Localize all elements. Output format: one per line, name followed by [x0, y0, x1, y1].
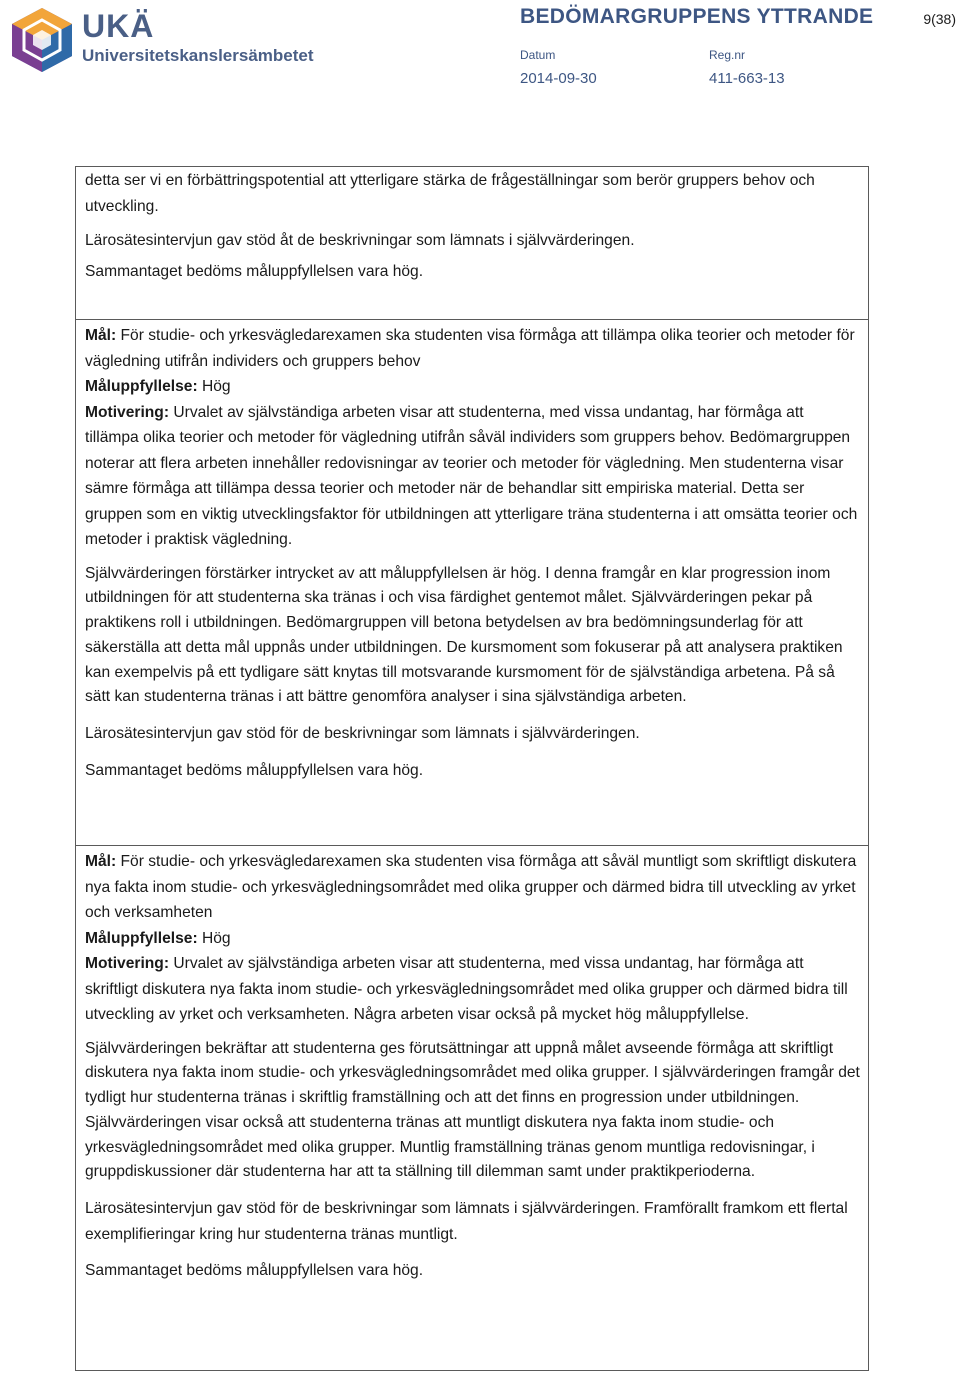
uka-logo-mark-icon	[10, 6, 74, 74]
goal-section-theories	[85, 323, 860, 783]
fulfilment-label: Måluppfyllelse:	[85, 929, 198, 947]
paragraph: Lärosätesintervjun gav stöd för de beskrivningar som lämnats i självvärderingen. Framförallt framkom ett flertal exemplifieringar kring hur studenterna tränas muntligt.	[85, 1200, 848, 1243]
section-divider	[75, 319, 869, 320]
fulfilment-level	[85, 926, 860, 952]
motivation-text: Urvalet av självständiga arbeten visar att studenterna, med vissa undantag, har förmåga att tillämpa olika teorier och metoder för vägledning utifrån såväl individers som gruppers behov. Bedömargruppen noterar att flera arbeten innehåller redovisningar av teorier och metoder för vägledning. Men studenterna visar sämre förmåga att tillämpa dessa teorier och metoder när de behandlar sitt empiriska material. Detta ser gruppen som en viktig utvecklingsfaktor för utbildningen att ytterligare träna studenterna i att omsätta teorier och metoder i praktisk vägledning.	[85, 403, 858, 548]
motivation-label: Motivering:	[85, 955, 170, 972]
paragraph: Självvärderingen förstärker intrycket av att måluppfyllelsen är hög. I denna framgår en klar progression inom utbildningen för att studenterna ska tränas i och visa färdighet gentemot målet. Självvärderingen pekar på praktikens roll i utbildningen. Bedömargruppen vill betona betydelsen av bra bedömningsunderlag för att säkerställa att detta mål uppnås under utbildningen. De kursmoment som fokuserar på att analysera praktiken kan exempelvis på ett tydligare sätt knytas till motsvarande kursmoment för de självständiga arbetena. På så sätt kan studenterna tränas i att bättre genomföra analyser i sina självständiga arbeten.	[85, 564, 843, 706]
logo-subtitle: Universitetskanslersämbetet	[82, 46, 314, 65]
paragraph: Lärosätesintervjun gav stöd för de beskrivningar som lämnats i självvärderingen.	[85, 725, 640, 743]
fulfilment-label: Måluppfyllelse:	[85, 378, 198, 395]
fulfilment-level	[85, 374, 860, 400]
motivation	[85, 400, 860, 553]
paragraph: Sammantaget bedöms måluppfyllelsen vara hög.	[85, 262, 424, 280]
goal-section-discussion	[85, 849, 860, 1284]
goal-label: Mål:	[85, 853, 117, 870]
date-label: Datum	[520, 48, 556, 62]
motivation-label: Motivering:	[85, 403, 170, 421]
date-value: 2014-09-30	[520, 70, 597, 87]
section-divider	[75, 845, 869, 846]
uka-logo	[10, 6, 314, 76]
motivation	[85, 951, 860, 1028]
reg-label: Reg.nr	[709, 48, 746, 62]
paragraph: Sammantaget bedöms måluppfyllelsen vara hög.	[85, 1262, 424, 1280]
goal-label: Mål:	[85, 327, 117, 344]
paragraph: Självvärderingen bekräftar att studenterna ges förutsättningar att uppnå målet avseende förmåga att skriftligt diskutera nya fakta inom studie- och yrkesvägledningsområdet med olika grupper. I självvärderingen framgår det tydligt hur studenterna tränas i skriftlig framställning och att det finns en progression under utbildningen. Självvärderingen visar också att studenterna tränas att muntligt diskutera nya fakta inom studie- och yrkesvägledningsområdet med olika grupper. Muntlig framställning tränas genom muntliga redovisningar, i gruppdiskussioner där studenterna har att ta ställning till dilemman samt under praktikperioderna.	[85, 1039, 860, 1181]
reg-value: 411-663-13	[709, 70, 785, 87]
motivation-text: Urvalet av självständiga arbeten visar att studenterna, med vissa undantag, har förmåga att skriftligt diskutera nya fakta inom studie- och yrkesvägledningsområdet med olika grupper och därmed bidra till utveckling av yrket och verksamheten. Några arbeten visar också på mycket hög måluppfyllelse.	[85, 955, 848, 1023]
page-number: 9(38)	[923, 11, 956, 27]
fulfilment-value: Hög	[197, 929, 231, 947]
paragraph: detta ser vi en förbättringspotential att ytterligare stärka de frågeställningar som berör gruppers behov och utveckling.	[85, 172, 815, 215]
paragraph: Lärosätesintervjun gav stöd åt de beskrivningar som lämnats i självvärderingen.	[85, 232, 635, 249]
goal-statement	[85, 323, 860, 374]
fulfilment-value: Hög	[197, 378, 231, 395]
paragraph: Sammantaget bedöms måluppfyllelsen vara hög.	[85, 761, 424, 779]
goal-text: För studie- och yrkesvägledarexamen ska studenten visa förmåga att tillämpa olika teorier och metoder för vägledning utifrån individers och gruppers behov	[85, 327, 855, 370]
goal-statement	[85, 849, 860, 926]
section-continued	[85, 168, 860, 284]
logo-wordmark: UKÄ	[82, 8, 155, 44]
goal-text: För studie- och yrkesvägledarexamen ska studenten visa förmåga att såväl muntligt som skriftligt diskutera nya fakta inom studie- och yrkesvägledningsområdet med olika grupper och därmed bidra till utveckling av yrket och verksamheten	[85, 853, 857, 921]
document-title: BEDÖMARGRUPPENS YTTRANDE	[520, 5, 874, 28]
